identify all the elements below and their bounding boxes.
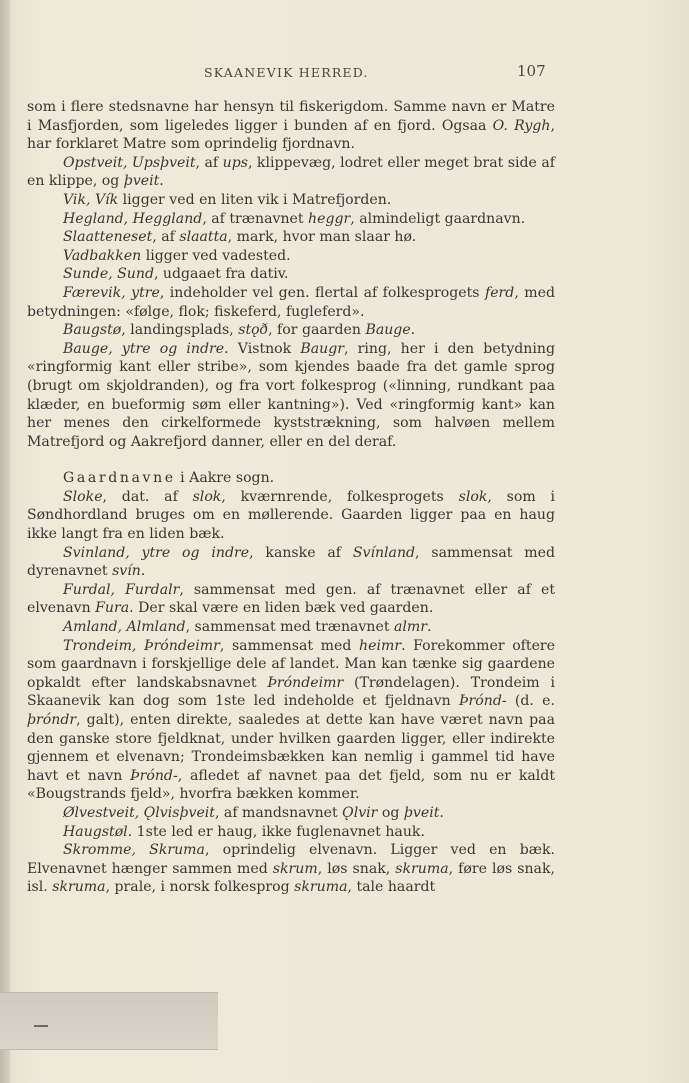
text-run: , almindeligt gaardnavn. — [350, 210, 526, 227]
text-run: . Der skal være en liden bæk ved gaarden. — [129, 600, 434, 617]
text-run: , sammensat med dyrenavnet — [27, 544, 555, 580]
text-run: , af trænavnet — [202, 210, 309, 227]
text-run: , som i Søndhordland bruges om en møllerende. Gaarden ligger paa en haug ikke langt fra en liden bæk. — [27, 488, 556, 543]
text-run: , med betydningen: «følge, flok; fiskeferd, fugleferd». — [27, 284, 556, 320]
running-head: SKAANEVIK HERRED. — [204, 65, 369, 80]
text-run: , kanske af — [249, 544, 353, 561]
italic-term: Svinland, ytre og indre — [63, 544, 250, 561]
italic-term: Slaatteneset — [63, 229, 153, 246]
text-run: , prale, i norsk folkesprog — [105, 879, 295, 896]
text-run: , af mandsnavnet — [214, 804, 343, 821]
text-run: som i flere stedsnavne har hensyn til fiskerigdom. Samme navn er Matre i Masfjorden, som ligeledes ligger i bunden af en fjord. Ogsaa — [27, 99, 555, 134]
text-run: ligger ved vadested. — [141, 247, 291, 264]
text-run: , indeholder vel gen. flertal af folkesprogets — [159, 284, 485, 301]
text-run: , galt), enten direkte, saaledes at dette kan have været navn paa den ganske store fjeldknat, under hvilken gaarden ligger, eller indirekte gjennem et elvenavn; Trondeimsbækken kan nemlig i gammel tid have havt et navn — [27, 712, 555, 784]
body-text — [27, 98, 555, 897]
italic-term: Færevik, ytre — [63, 284, 160, 301]
text-run: . — [410, 322, 416, 339]
section-gap — [27, 451, 555, 469]
paragraph — [27, 228, 555, 247]
italic-term: þveit — [123, 173, 160, 190]
text-run: , ring, her i den betydning «ringformig kant eller stribe», som kjendes baade fra det gamle sprog (brugt om skjoldranden), og fra vort folkesprog («linning, rundkant paa klæder, en bueformig søm eller kantning»). Ved «ringformig kant» kan her menes den cirkelformede kyststrækning, som halvøen mellem Matrefjord og Aakrefjord danner, eller en del deraf. — [27, 340, 555, 450]
italic-term: þróndr — [27, 712, 77, 728]
italic-term: Ølvestveit, Ǫlvisþveit — [63, 804, 215, 821]
paragraph — [27, 544, 555, 581]
italic-term: almr — [393, 619, 427, 636]
text-run: , afledet af navnet paa det fjeld, som nu er kaldt «Bougstrands fjeld», hvorfra bækken kommer. — [27, 767, 555, 803]
paragraph — [27, 210, 555, 229]
paragraph — [27, 265, 555, 284]
italic-term: Þrónd- — [459, 693, 507, 710]
scan-mark — [34, 1025, 48, 1027]
paragraph — [27, 284, 555, 321]
paragraph — [27, 191, 555, 210]
paragraph — [27, 618, 555, 637]
italic-term: Skromme, Skruma — [63, 842, 205, 859]
italic-term: slaatta — [179, 229, 228, 246]
italic-term: slok — [458, 488, 488, 505]
italic-term: Ǫlvir — [342, 804, 378, 821]
paragraph — [27, 823, 555, 842]
italic-term: svín — [112, 563, 141, 580]
italic-term: heggr — [308, 210, 351, 227]
italic-term: þveit — [403, 804, 440, 821]
text-run: , sammensat med gen. af trænavnet eller af et elvenavn — [27, 581, 555, 617]
page-header — [0, 62, 689, 82]
italic-term: Bauge, ytre og indre — [63, 340, 225, 357]
italic-term: Furdal, Furdalr — [63, 581, 180, 598]
text-run: , har forklaret Matre som oprindelig fjordnavn. — [27, 117, 555, 153]
italic-term: Opstveit, Upsþveit — [63, 154, 196, 171]
text-run: i Aakre sogn. — [175, 470, 275, 487]
paragraph — [27, 247, 555, 266]
italic-term: Svínland — [352, 544, 416, 561]
italic-term: skruma — [395, 860, 449, 877]
italic-term: Amland, Almland — [63, 619, 186, 636]
italic-term: ferd — [485, 284, 515, 301]
scan-strip — [0, 992, 218, 1050]
text-run: (d. e. — [506, 693, 556, 710]
text-run: , mark, hvor man slaar hø. — [227, 229, 417, 246]
italic-term: slok — [192, 488, 222, 505]
italic-term: Vik, Vík — [63, 191, 119, 208]
italic-term: Vadbakken — [63, 247, 142, 264]
text-run: , tale haardt — [347, 879, 436, 896]
text-run: . — [140, 563, 146, 580]
text-run: , oprindelig elvenavn. Ligger ved en bæk. Elvenavnet hænger sammen med — [27, 842, 555, 877]
paragraph — [27, 321, 555, 340]
text-run: ligger ved en liten vik i Matrefjorden. — [118, 191, 392, 208]
italic-term: Haugstøl. — [63, 823, 133, 840]
italic-term: ups — [222, 154, 248, 171]
italic-term: Hegland, Heggland — [63, 210, 203, 227]
text-run: og — [377, 804, 404, 821]
paragraph — [27, 488, 555, 544]
text-run: . — [426, 619, 432, 636]
paragraph — [27, 637, 555, 804]
italic-term: Baugr — [300, 340, 344, 357]
text-run: 1ste led er haug, ikke fuglenavnet hauk. — [132, 823, 425, 840]
italic-term: skruma — [52, 879, 106, 896]
italic-term: O. Rygh — [492, 117, 551, 134]
text-run: , dat. af — [102, 488, 193, 505]
paragraph — [27, 841, 555, 897]
italic-term: Baugstø — [63, 322, 122, 339]
paragraph — [27, 98, 555, 154]
text-run: , løs snak, — [317, 860, 396, 877]
italic-term: Trondeim, Þróndeimr — [63, 637, 220, 654]
italic-term: skruma — [294, 879, 348, 896]
italic-term: Sloke — [63, 488, 103, 505]
text-run: , føre løs snak, isl. — [27, 860, 555, 896]
italic-term: Bauge — [365, 322, 411, 339]
text-run: , sammensat med — [219, 637, 360, 654]
page-number: 107 — [517, 62, 546, 80]
page-gutter — [0, 0, 10, 1083]
text-run: . — [159, 173, 164, 190]
text-run: . Vistnok — [224, 340, 301, 357]
italic-term: Þrónd- — [130, 767, 178, 784]
italic-term: stǫð — [238, 322, 269, 339]
paragraph — [27, 154, 555, 191]
text-run: . — [439, 804, 444, 821]
section-heading-word: Gaardnavne — [63, 470, 176, 487]
text-run: (Trøndelagen). Trondeim i Skaanevik kan dog som 1ste led indeholde et fjeldnavn — [27, 674, 555, 710]
text-run: , af — [195, 154, 223, 171]
text-run: , af — [152, 229, 180, 246]
text-run: , kværnrende, folkesprogets — [221, 488, 459, 505]
italic-term: Sunde, Sund — [63, 266, 154, 283]
text-run: . Forekommer oftere som gaardnavn i forskjellige dele af landet. Man kan tænke sig gaardene opkaldt efter landskabsnavnet — [27, 637, 555, 691]
text-run: , klippevæg, lodret eller meget brat side af en klippe, og — [27, 154, 555, 190]
text-run: , landingsplads, — [121, 322, 239, 339]
italic-term: Þróndeimr — [267, 674, 344, 691]
italic-term: Fura — [95, 600, 130, 617]
text-run: , for gaarden — [268, 322, 366, 339]
paragraph — [27, 340, 555, 452]
paragraph — [27, 469, 555, 488]
paragraph — [27, 804, 555, 823]
paragraph — [27, 581, 555, 618]
text-run: , udgaaet fra dativ. — [153, 266, 289, 283]
text-run: , sammensat med trænavnet — [185, 619, 394, 636]
italic-term: heimr — [359, 637, 402, 654]
italic-term: skrum — [272, 860, 318, 877]
